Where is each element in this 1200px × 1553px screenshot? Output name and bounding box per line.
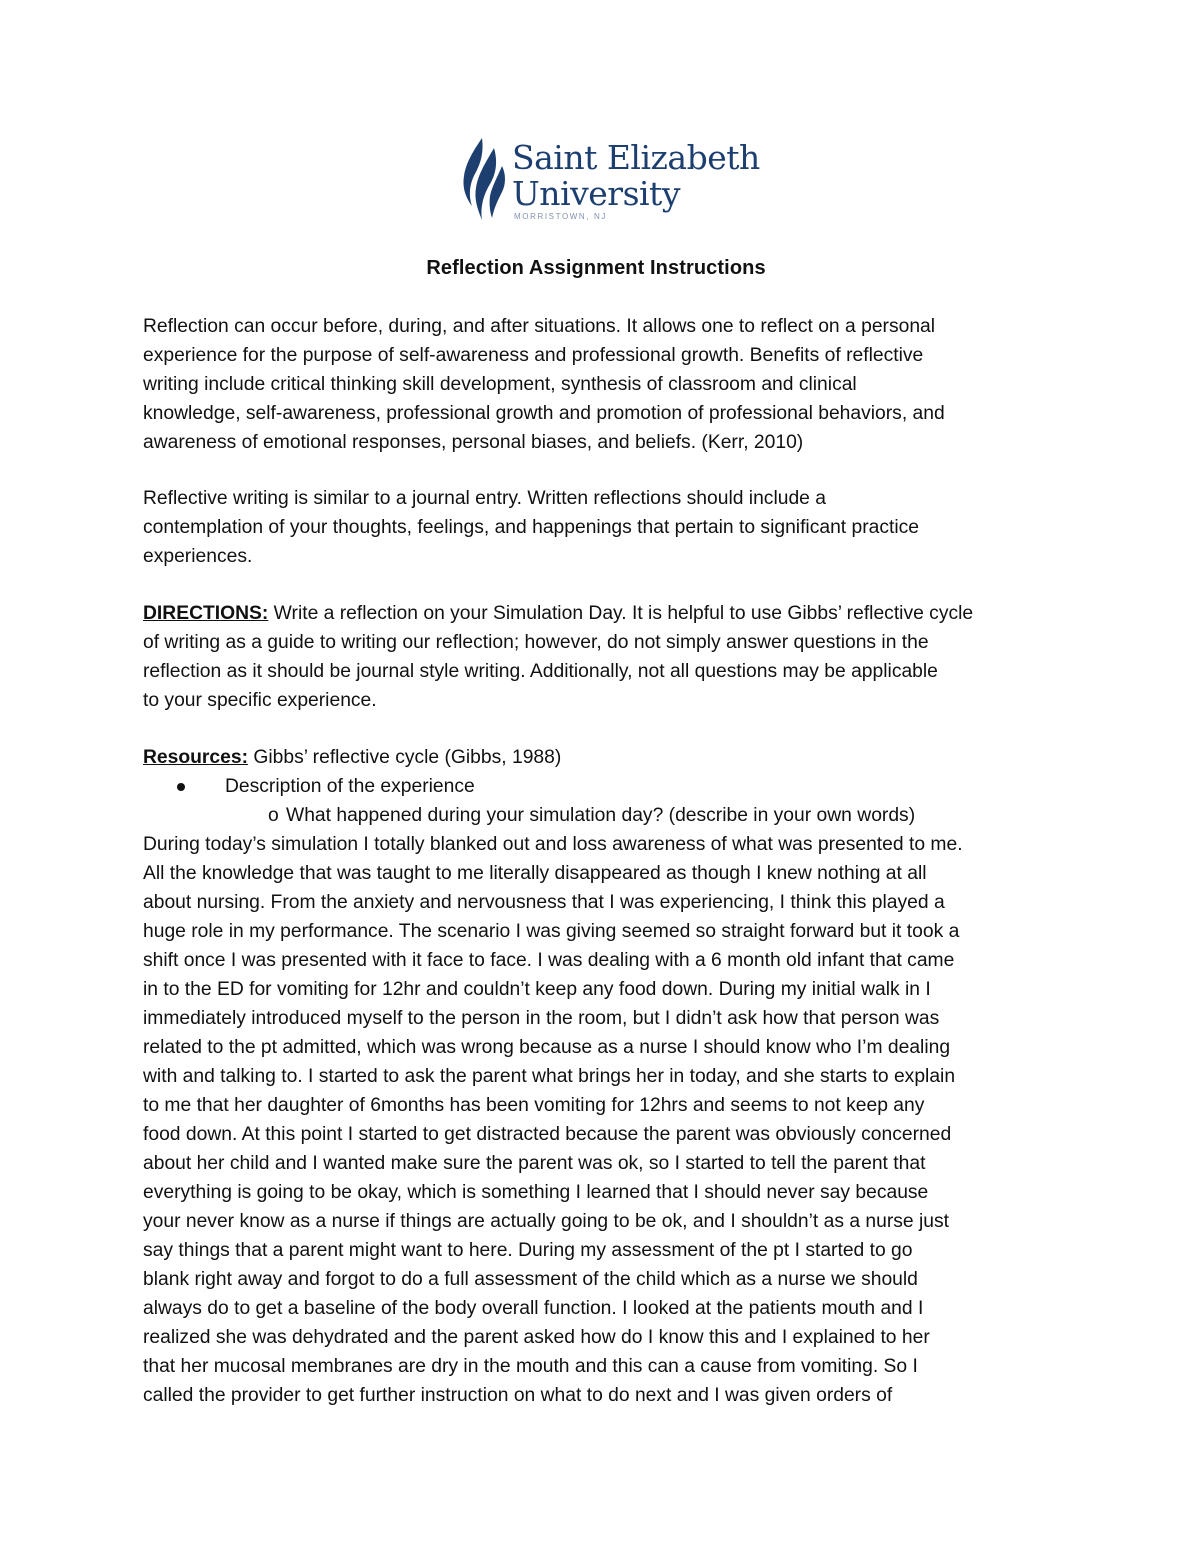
resources-label: Resources:	[143, 747, 249, 768]
directions-first-line	[143, 599, 1073, 628]
flame-logo-icon	[452, 136, 510, 222]
response-line: that her mucosal membranes are dry in the mouth and this can a cause from vomiting. So I	[143, 1356, 918, 1377]
logo-line-university: University	[512, 174, 680, 213]
sub-bullet-item	[143, 801, 1073, 830]
paragraph-line: Reflective writing is similar to a journal entry. Written reflections should include a	[143, 488, 826, 509]
paragraph-line: experiences.	[143, 546, 253, 567]
response-line: shift once I was presented with it face to face. I was dealing with a 6 month old infant that came	[143, 950, 955, 971]
response-line: to me that her daughter of 6months has been vomiting for 12hrs and seems to not keep any	[143, 1095, 925, 1116]
logo-line-saint-elizabeth: Saint Elizabeth	[512, 138, 760, 177]
resources-section	[143, 743, 1073, 1410]
response-line: All the knowledge that was taught to me literally disappeared as though I knew nothing at all	[143, 863, 927, 884]
response-line: always do to get a baseline of the body overall function. I looked at the patients mouth and I	[143, 1298, 924, 1319]
logo-line-location: MORRISTOWN, NJ	[514, 212, 607, 221]
paragraph-line: knowledge, self-awareness, professional growth and promotion of professional behaviors, and	[143, 403, 945, 424]
response-line: your never know as a nurse if things are actually going to be ok, and I shouldn’t as a nurse just	[143, 1211, 949, 1232]
directions-label: DIRECTIONS:	[143, 603, 269, 624]
journal-paragraph	[143, 484, 1073, 571]
bullet-item	[143, 772, 1073, 801]
response-line: blank right away and forgot to do a full assessment of the child which as a nurse we should	[143, 1269, 918, 1290]
page-title: Reflection Assignment Instructions	[426, 257, 766, 279]
response-line: huge role in my performance. The scenario I was giving seemed so straight forward but it took a	[143, 921, 960, 942]
response-line: food down. At this point I started to get distracted because the parent was obviously concerned	[143, 1124, 952, 1145]
response-line: with and talking to. I started to ask the parent what brings her in today, and she starts to explain	[143, 1066, 956, 1087]
response-line: in to the ED for vomiting for 12hr and couldn’t keep any food down. During my initial walk in I	[143, 979, 931, 1000]
directions-paragraph	[143, 599, 1073, 715]
response-line: realized she was dehydrated and the parent asked how do I know this and I explained to her	[143, 1327, 930, 1348]
response-paragraph	[143, 830, 1073, 1410]
response-line: During today’s simulation I totally blanked out and loss awareness of what was presented to me.	[143, 834, 963, 855]
intro-paragraph	[143, 312, 1073, 457]
directions-text: Write a reflection on your Simulation Day. It is helpful to use Gibbs’ reflective cycle	[268, 603, 974, 624]
response-line: everything is going to be okay, which is something I learned that I should never say because	[143, 1182, 929, 1203]
sub-bullet-marker: o	[268, 805, 279, 826]
response-line: about nursing. From the anxiety and nervousness that I was experiencing, I think this played a	[143, 892, 945, 913]
response-line: about her child and I wanted make sure the parent was ok, so I started to tell the parent that	[143, 1153, 926, 1174]
paragraph-line: of writing as a guide to writing our reflection; however, do not simply answer questions in the	[143, 632, 929, 653]
paragraph-line: experience for the purpose of self-awareness and professional growth. Benefits of reflective	[143, 345, 924, 366]
paragraph-line: awareness of emotional responses, personal biases, and beliefs. (Kerr, 2010)	[143, 432, 804, 453]
bullet-text: Description of the experience	[225, 776, 475, 797]
paragraph-line: writing include critical thinking skill development, synthesis of classroom and clinical	[143, 374, 857, 395]
resources-line	[143, 743, 1073, 772]
paragraph-line: to your specific experience.	[143, 690, 377, 711]
response-line: called the provider to get further instruction on what to do next and I was given orders of	[143, 1385, 893, 1406]
university-logo	[452, 136, 760, 222]
response-line: related to the pt admitted, which was wrong because as a nurse I should know who I’m dealing	[143, 1037, 951, 1058]
paragraph-line: reflection as it should be journal style writing. Additionally, not all questions may be applicable	[143, 661, 938, 682]
resources-text: Gibbs’ reflective cycle (Gibbs, 1988)	[248, 747, 562, 768]
bullet-icon	[177, 783, 185, 791]
logo-wordmark	[512, 140, 760, 221]
response-line: say things that a parent might want to here. During my assessment of the pt I started to go	[143, 1240, 913, 1261]
response-line: immediately introduced myself to the person in the room, but I didn’t ask how that person was	[143, 1008, 940, 1029]
paragraph-line: Reflection can occur before, during, and after situations. It allows one to reflect on a personal	[143, 316, 936, 337]
paragraph-line: contemplation of your thoughts, feelings, and happenings that pertain to significant practice	[143, 517, 920, 538]
sub-bullet-text: What happened during your simulation day? (describe in your own words)	[286, 805, 916, 826]
